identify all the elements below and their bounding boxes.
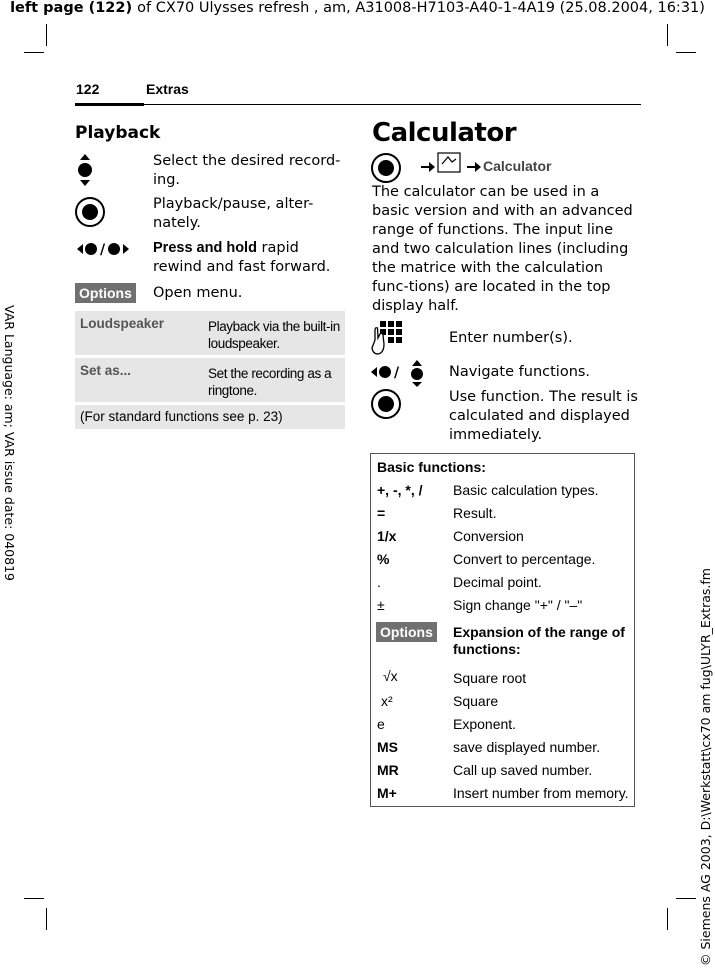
function-key: = [377,505,386,521]
keypad-icon [370,320,404,356]
crop-mark [676,52,696,53]
side-note-right [698,566,713,966]
function-key: e [377,716,385,732]
menu-key: Set as... [80,363,132,378]
function-desc: Convert to percentage. [453,551,596,567]
document-header-rest: of CX70 Ulysses refresh , am, A31008-H7103-A40-1-4A19 (25.08.2004, 16:31) [137,0,705,16]
menu-key: Loudspeaker [80,316,165,331]
svg-text:/: / [100,242,106,258]
playback-step-play: Playback/pause, alter-nately. [153,196,314,231]
function-desc: Call up saved number. [453,762,593,778]
side-note-left [2,305,17,605]
square-symbol: x² [381,693,393,709]
center-key-icon [370,152,402,184]
calculator-description: The calculator can be used in a basic version and with an advanced range of functions. The input line and two calculation lines (including the matrice with the calculation func-tions) are located in the top display half. [372,184,633,314]
playback-heading: Playback [75,123,161,143]
function-desc: Decimal point. [453,574,542,590]
arrow-right-icon [467,161,481,173]
functions-table [370,453,635,807]
crop-mark [24,898,44,899]
function-desc: Exponent. [453,716,517,732]
function-key: 1/x [377,528,397,544]
document-header [0,0,715,16]
function-key: MS [377,739,398,755]
calc-step-navigate: Navigate functions. [449,364,591,380]
nav-up-down-icon [76,152,94,188]
svg-text:/: / [394,365,400,381]
calculator-heading: Calculator [372,118,517,148]
function-desc: Sign change "+" / "–" [453,597,583,613]
menu-value: Set the recording as a ringtone. [208,366,332,398]
crop-mark [46,24,47,46]
basic-functions-title: Basic functions: [377,459,486,475]
function-desc: save displayed number. [453,739,601,755]
function-key: ± [377,597,385,613]
function-desc: Basic calculation types. [453,482,599,498]
crop-mark [24,52,44,53]
function-desc: Insert number from memory. [453,785,629,801]
options-softkey[interactable] [75,283,136,303]
nav-left-right-icon [76,240,136,258]
function-desc: Result. [453,505,497,521]
calc-step-enter: Enter number(s). [449,330,573,346]
header-rule [75,104,641,105]
menu-row-set-as[interactable] [75,357,345,402]
nav-four-way-icon [370,357,432,387]
section-title: Extras [146,81,189,97]
crop-mark [667,908,668,930]
options-softkey-label: Options [75,283,136,303]
menu-row-loudspeaker[interactable] [75,311,345,355]
function-key: % [377,551,390,567]
page-number: 122 [76,81,100,97]
crop-mark [667,24,668,46]
playback-step-menu: Open menu. [153,285,243,301]
menu-path-calculator: Calculator [483,158,552,174]
playback-step-select: Select the desired record-ing. [153,153,341,188]
calc-step-use: Use function. The result is calculated and displayed immediately. [449,389,638,443]
function-desc: Square [453,693,499,709]
function-key: MR [377,762,399,778]
center-key-icon [74,196,106,228]
side-note-right-text: © Siemens AG 2003, D:\Werkstatt\cx70 am fug\ULYR_Extras.fm [698,568,713,966]
arrow-right-icon [421,161,435,173]
side-note-left-text: VAR Language: am; VAR issue date: 040819 [2,305,17,581]
function-key: +, -, *, / [377,482,423,498]
playback-step-wind [153,239,343,277]
footnote-text: (For standard functions see p. 23) [80,409,283,424]
center-key-icon [370,388,402,420]
menu-value: Playback via the built-in loudspeaker. [208,319,340,351]
square-root-symbol: √x [383,668,398,684]
function-key: . [377,574,381,590]
menu-footnote [75,404,345,429]
options-softkey-label[interactable]: Options [376,622,437,642]
extras-menu-icon [437,150,463,174]
press-hold-label: Press and hold [153,240,257,256]
document-header-bold: left page (122) [10,0,133,16]
crop-mark [676,898,696,899]
function-key: M+ [377,785,397,801]
expansion-title: Expansion of the range of functions: [453,624,625,657]
function-desc: Conversion [453,528,524,544]
crop-mark [46,908,47,930]
function-desc: Square root [453,670,527,686]
playback-menu-table [75,311,345,429]
wind-description: rapid rewind and fast forward. [153,240,331,275]
